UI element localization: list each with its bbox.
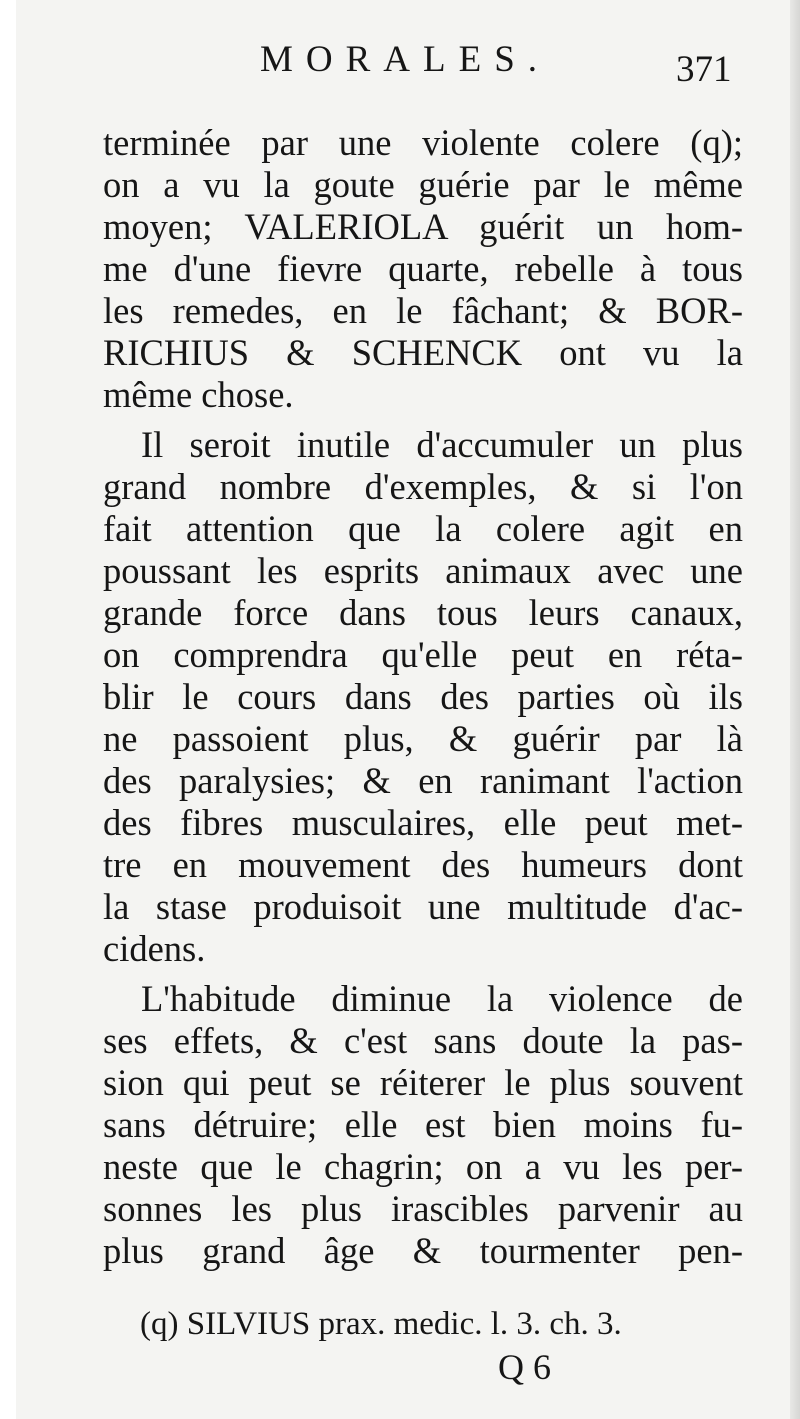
text-line: Il seroit inutile d'accumuler un plus: [141, 424, 743, 465]
text-line: fait attention que la colere agit en: [103, 508, 743, 549]
text-line: terminée par une violente colere (q);: [103, 122, 743, 163]
running-header: MORALES.: [260, 39, 551, 80]
text-line: sion qui peut se réiterer le plus souvent: [103, 1062, 743, 1103]
text-line: plus grand âge & tourmenter pen-: [103, 1230, 743, 1271]
text-line: on a vu la goute guérie par le même: [103, 164, 743, 205]
body-text: [103, 122, 743, 1272]
page-right-edge-shadow: [790, 0, 800, 1419]
footnote: (q) SILVIUS prax. medic. l. 3. ch. 3.: [140, 1306, 622, 1342]
page-left-margin: [0, 0, 16, 1419]
text-line: L'habitude diminue la violence de: [141, 978, 743, 1019]
text-line: grand nombre d'exemples, & si l'on: [103, 466, 743, 507]
text-line: tre en mouvement des humeurs dont: [103, 844, 743, 885]
text-line: poussant les esprits animaux avec une: [103, 550, 743, 591]
text-line: sans détruire; elle est bien moins fu-: [103, 1104, 743, 1145]
text-line: me d'une fievre quarte, rebelle à tous: [103, 248, 743, 289]
text-line: neste que le chagrin; on a vu les per-: [103, 1146, 743, 1187]
text-line: des paralysies; & en ranimant l'action: [103, 760, 743, 801]
text-line: des fibres musculaires, elle peut met-: [103, 802, 743, 843]
text-line: on comprendra qu'elle peut en réta-: [103, 634, 743, 675]
page-number: 371: [676, 49, 732, 90]
text-line: RICHIUS & SCHENCK ont vu la: [103, 332, 743, 373]
text-line: blir le cours dans des parties où ils: [103, 676, 743, 717]
text-line: sonnes les plus irascibles parvenir au: [103, 1188, 743, 1229]
text-line: la stase produisoit une multitude d'ac-: [103, 886, 743, 927]
text-line: les remedes, en le fâchant; & BOR-: [103, 290, 743, 331]
text-line: même chose.: [103, 374, 294, 415]
text-line: ses effets, & c'est sans doute la pas-: [103, 1020, 743, 1061]
text-line: moyen; VALERIOLA guérit un hom-: [103, 206, 743, 247]
signature-mark: Q 6: [498, 1347, 551, 1387]
text-line: ne passoient plus, & guérir par là: [103, 718, 743, 759]
text-line: grande force dans tous leurs canaux,: [103, 592, 743, 633]
text-line: cidens.: [103, 928, 206, 969]
